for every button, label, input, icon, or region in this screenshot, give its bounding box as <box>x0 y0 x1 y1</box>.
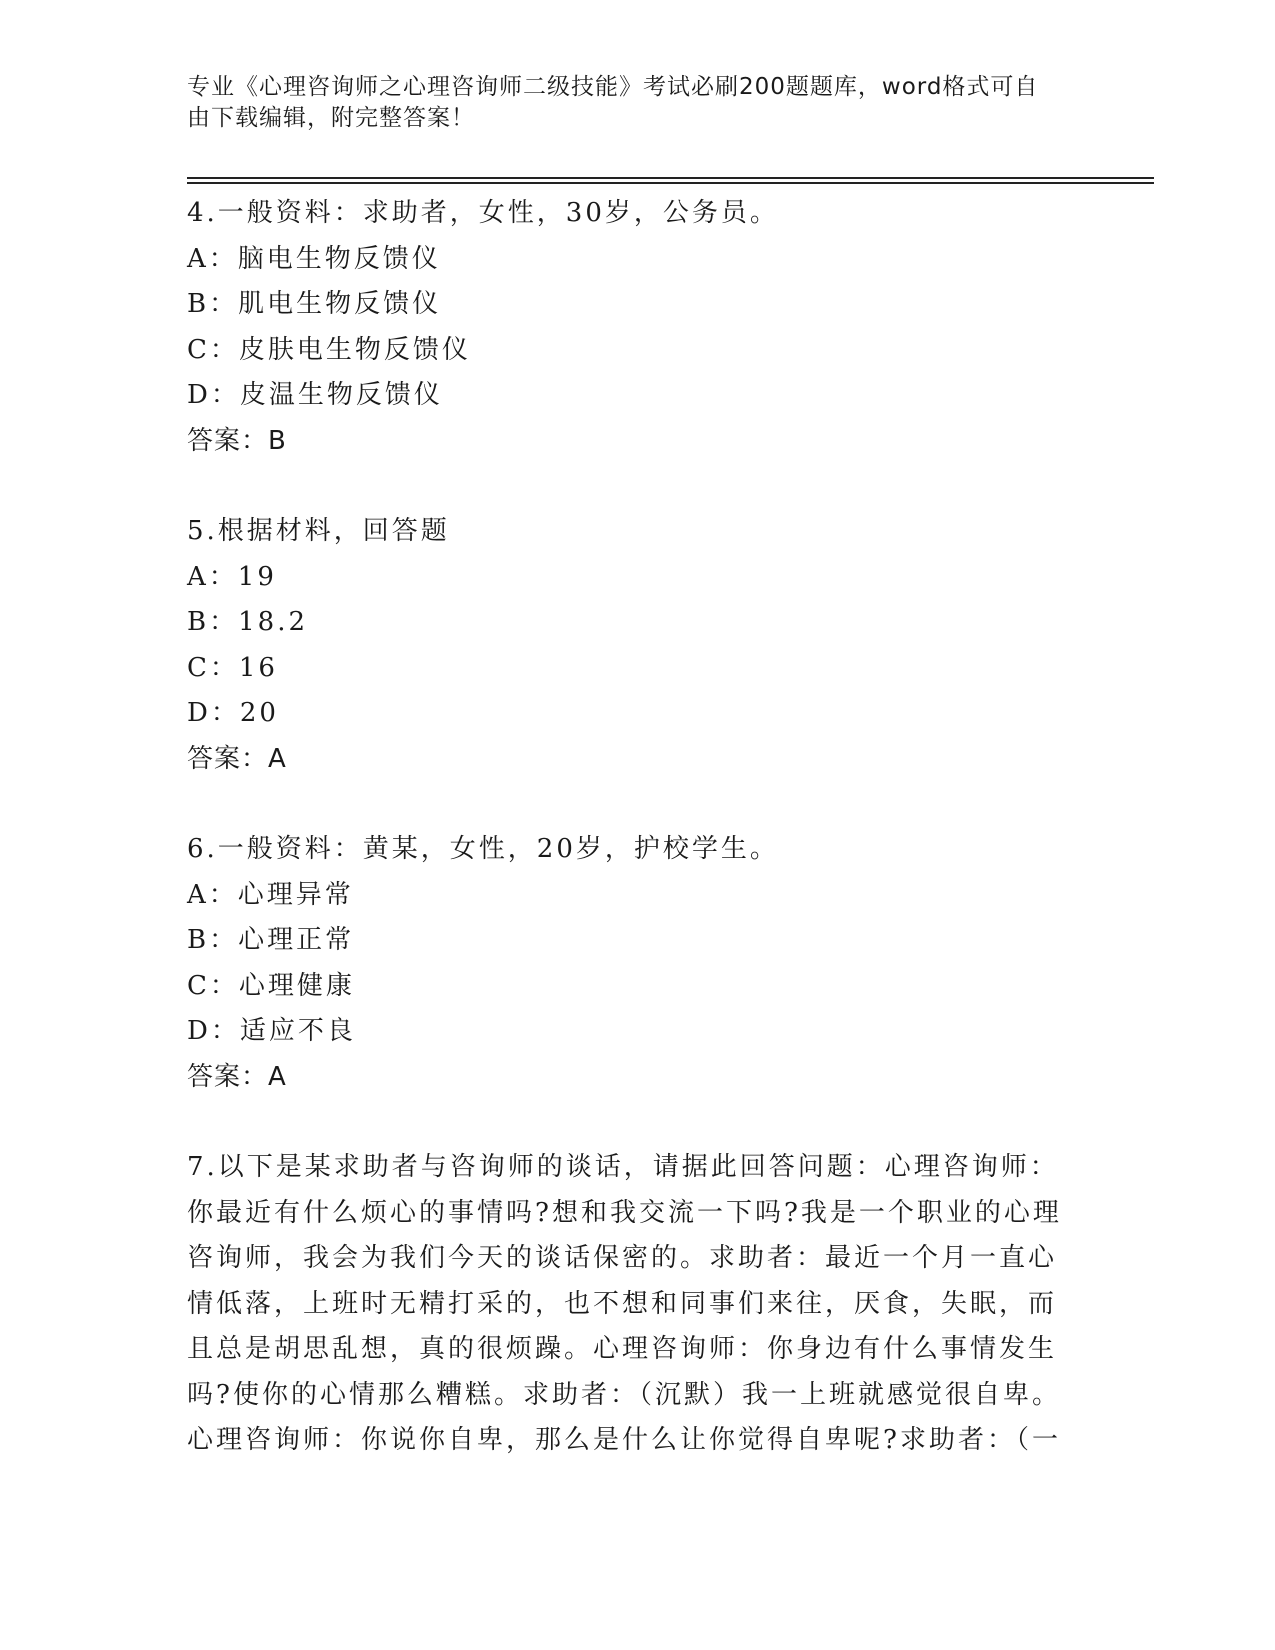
option-b: B：肌电生物反馈仪 <box>187 289 442 319</box>
question-5 <box>187 509 1067 782</box>
option-d: D：适应不良 <box>187 1016 356 1046</box>
question-stem-line: 情低落，上班时无精打采的，也不想和同事们来往，厌食，失眠，而 <box>187 1288 1058 1319</box>
answer: 答案：A <box>187 743 287 774</box>
question-stem: 4.一般资料：求助者，女性，30岁，公务员。 <box>187 198 779 228</box>
option-a: A：心理异常 <box>187 879 354 910</box>
option-d: D：皮温生物反馈仪 <box>187 380 443 410</box>
document-header <box>187 72 1067 134</box>
option-d: D：20 <box>187 698 279 728</box>
question-stem-line: 你最近有什么烦心的事情吗?想和我交流一下吗?我是一个职业的心理 <box>187 1197 1062 1228</box>
header-line-1: 专业《心理咨询师之心理咨询师二级技能》考试必刷200题题库，word格式可自 <box>187 74 1039 100</box>
option-c: C：心理健康 <box>187 970 355 1001</box>
answer: 答案：A <box>187 1061 287 1092</box>
header-rule-top <box>187 177 1154 179</box>
question-stem: 6.一般资料：黄某，女性，20岁，护校学生。 <box>187 834 779 864</box>
option-a: A：19 <box>187 561 277 592</box>
question-stem: 5.根据材料，回答题 <box>187 516 450 546</box>
question-stem-line: 且总是胡思乱想，真的很烦躁。心理咨询师：你身边有什么事情发生 <box>187 1334 1058 1364</box>
question-stem-line: 心理咨询师：你说你自卑，那么是什么让你觉得自卑呢?求助者：（一 <box>187 1425 1061 1455</box>
question-stem-line: 7.以下是某求助者与咨询师的谈话，请据此回答问题：心理咨询师： <box>187 1152 1059 1182</box>
question-6 <box>187 827 1067 1100</box>
answer: 答案：B <box>187 425 287 456</box>
question-7 <box>187 1145 1067 1464</box>
question-4 <box>187 191 1067 464</box>
option-b: B：心理正常 <box>187 925 355 955</box>
header-line-2: 由下载编辑，附完整答案！ <box>187 105 475 131</box>
question-stem-line: 咨询师，我会为我们今天的谈话保密的。求助者：最近一个月一直心 <box>187 1243 1058 1273</box>
question-list <box>187 191 1067 1464</box>
question-stem-line: 吗?使你的心情那么糟糕。求助者：（沉默）我一上班就感觉很自卑。 <box>187 1379 1061 1410</box>
option-b: B：18.2 <box>187 607 308 637</box>
option-c: C：皮肤电生物反馈仪 <box>187 334 471 365</box>
option-a: A：脑电生物反馈仪 <box>187 243 441 274</box>
option-c: C：16 <box>187 652 278 683</box>
header-rule-bottom <box>187 182 1154 184</box>
